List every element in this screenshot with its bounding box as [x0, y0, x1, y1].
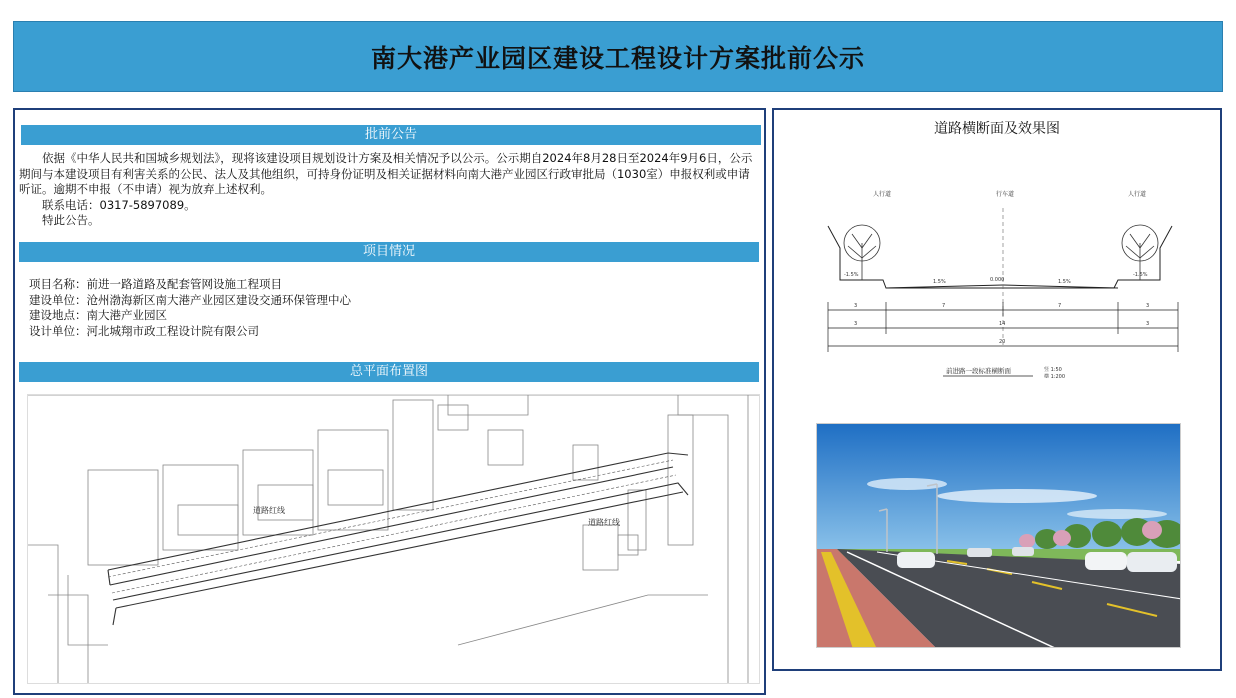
dim-1a: 3: [854, 303, 858, 309]
dim-2b: 14: [999, 321, 1006, 327]
section-caption: 前进路一段标准横断面: [946, 367, 1011, 375]
dim-total: 20: [999, 339, 1006, 345]
contact-phone: 联系电话：0317-5897089。: [42, 197, 196, 212]
dim-2a: 3: [854, 321, 858, 327]
project-row-designer: 设计单位：河北城翔市政工程设计院有限公司: [29, 323, 259, 338]
slope-outer-right: -1.5%: [1133, 272, 1148, 278]
road-rendering-image: [816, 423, 1181, 648]
cross-section-svg: [818, 188, 1188, 378]
dim-1c: 7: [1058, 303, 1062, 309]
project-heading: 项目情况: [19, 242, 759, 262]
notice-heading: 批前公告: [21, 125, 761, 145]
slope-outer-left: -1.5%: [844, 272, 859, 278]
dim-1d: 3: [1146, 303, 1150, 309]
project-row-name: 项目名称：前进一路道路及配套管网设施工程项目: [29, 277, 282, 291]
dim-1b: 7: [942, 303, 946, 309]
notice-body: [19, 151, 761, 229]
left-panel: [13, 108, 766, 695]
slope-inner-left: 1.5%: [933, 279, 946, 285]
project-row-location: 建设地点：南大港产业园区: [29, 308, 167, 322]
lane-label-center: 行车道: [996, 191, 1015, 198]
notice-closing: 特此公告。: [42, 213, 100, 227]
notice-paragraph: 依据《中华人民共和国城乡规划法》，现将该建设项目规划设计方案及相关情况予以公示。公示期自2024年8月28日至2024年9月6日，公示期间与本建设项目有利害关系的公民、法人及其他组织，可持身份证明及相关证据材料向南大港产业园区行政审批局（1030室）申报权利或申请听证。逾期不申报（不申请）视为放弃上述权利。: [19, 151, 753, 196]
page-title: 南大港产业园区建设工程设计方案批前公示: [370, 43, 865, 73]
plan-label-a: 道路红线: [253, 506, 285, 515]
right-panel-title: 道路横断面及效果图: [934, 121, 1060, 137]
center-elevation: 0.000: [990, 277, 1005, 283]
plan-heading: 总平面布置图: [19, 362, 759, 382]
slope-inner-right: 1.5%: [1058, 279, 1071, 285]
site-plan-svg: [28, 395, 760, 684]
right-panel: [772, 108, 1222, 671]
title-banner: [13, 21, 1223, 92]
lane-label-right: 人行道: [1128, 191, 1147, 198]
dim-2c: 3: [1146, 321, 1150, 327]
scale-horizontal: 横 1:200: [1044, 374, 1065, 378]
cross-section-drawing: [818, 188, 1188, 378]
project-row-builder: 建设单位：沧州渤海新区南大港产业园区建设交通环保管理中心: [29, 292, 351, 307]
plan-label-b: 道路红线: [588, 518, 620, 527]
lane-label-left: 人行道: [873, 191, 892, 198]
project-info-list: [29, 277, 749, 339]
site-plan-drawing: [27, 394, 760, 684]
road-rendering-svg: [817, 424, 1181, 648]
scale-vertical: 竖 1:50: [1044, 367, 1062, 373]
